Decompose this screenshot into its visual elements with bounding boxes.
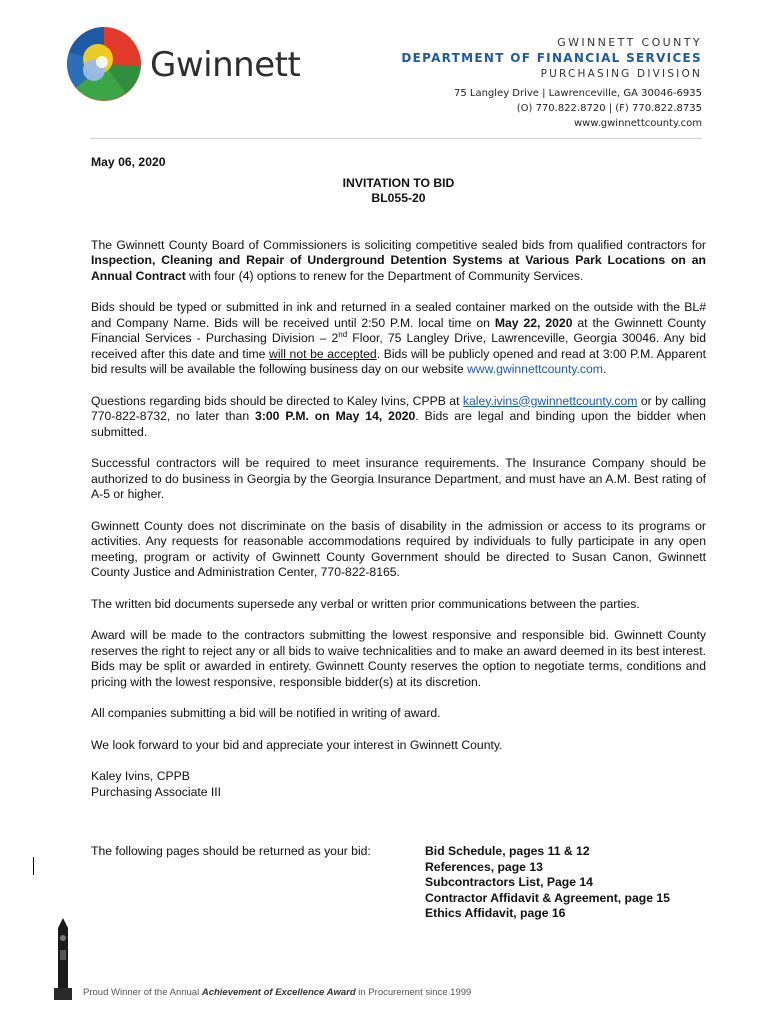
- paragraph-notify: All companies submitting a bid will be notified in writing of award.: [91, 706, 441, 720]
- paragraph-insurance: Successful contractors will be required to meet insurance requirements. The Insurance Company should be authorized to do business in Georgia by the Georgia Insurance Department, and must have an A.M. Best rating of A-5 or higher.: [91, 456, 706, 501]
- header-divider: [90, 138, 702, 139]
- email-link[interactable]: kaley.ivins@gwinnettcounty.com: [462, 393, 638, 408]
- text-span: Proud Winner of the Annual: [83, 987, 202, 998]
- paragraph-accessibility: Gwinnett County does not discriminate on the basis of disability in the admission or access to its programs or activities. Any requests for reasonable accommodations required by individuals to fully participate in any open meeting, program or activity of Gwinnett County Government should be directed to Susan Canon, Gwinnett County Justice and Administration Center, 770-822-8165.: [91, 518, 706, 579]
- award-trophy-icon: [52, 918, 74, 1000]
- list-item: Subcontractors List, Page 14: [425, 875, 593, 889]
- letter-date: May 06, 2020: [91, 155, 166, 169]
- paragraph-supersede: The written bid documents supersede any verbal or written prior communications between the parties.: [91, 596, 640, 611]
- list-item: Contractor Affidavit & Agreement, page 15: [425, 890, 670, 905]
- underlined-text: will not be accepted: [269, 346, 377, 361]
- superscript: nd: [338, 329, 348, 339]
- dept-division: PURCHASING DIVISION: [540, 68, 702, 80]
- address-street: 75 Langley Drive | Lawrenceville, GA 30046-6935: [453, 88, 702, 99]
- paragraph-closing: We look forward to your bid and appreciate your interest in Gwinnett County.: [91, 737, 503, 752]
- text-cursor: [33, 857, 34, 875]
- paragraph-submission: [91, 300, 706, 378]
- text-span: in Procurement since 1999: [355, 987, 472, 998]
- text-span: . Bids are legal and binding upon the bidder when submitted.: [91, 409, 706, 439]
- signature-title: Purchasing Associate III: [91, 784, 222, 799]
- due-date: May 22, 2020: [494, 315, 573, 330]
- logo-wordmark: Gwinnett: [150, 45, 301, 85]
- department-heading: [401, 36, 702, 80]
- dept-name: DEPARTMENT OF FINANCIAL SERVICES: [401, 51, 702, 65]
- list-item: Ethics Affidavit, page 16: [425, 906, 566, 920]
- project-title: Inspection, Cleaning and Repair of Underground Detention Systems at Various Park Locations on an Annual Contract: [91, 253, 706, 283]
- address-phone: (O) 770.822.8720 | (F) 770.822.8735: [516, 103, 702, 114]
- department-address: [454, 86, 702, 131]
- text-span: . Bids will be publicly opened and read at 3:00 P.M. Apparent bid results will be available the following business day on our website: [91, 346, 706, 376]
- returned-pages-list: [425, 844, 670, 922]
- text-span: .: [602, 362, 607, 376]
- paragraph-questions: [91, 394, 706, 441]
- list-item: References, page 13: [425, 859, 543, 874]
- text-span: with four (4) options to renew for the Department of Community Services.: [185, 268, 584, 283]
- dept-county: GWINNETT COUNTY: [557, 36, 702, 49]
- signature-name: Kaley Ivins, CPPB: [91, 769, 190, 783]
- text-span: Bids should be typed or submitted in ink and returned in a sealed container marked on the outside with the BL# and Company Name. Bids will be received until 2:50 P.M. local time on: [91, 300, 706, 330]
- address-website[interactable]: www.gwinnettcounty.com: [573, 118, 702, 129]
- award-name: Achievement of Excellence Award: [201, 987, 356, 998]
- list-item: Bid Schedule, pages 11 & 12: [425, 844, 590, 858]
- letter-title: INVITATION TO BID: [342, 175, 455, 190]
- gwinnett-logo-icon: [66, 26, 142, 102]
- text-span: or by calling 770-822-8732, no later than: [91, 393, 707, 423]
- bid-number: BL055-20: [371, 191, 426, 205]
- footer-note: [83, 987, 471, 998]
- text-span: The Gwinnett County Board of Commissioners is soliciting competitive sealed bids from qualified contractors for: [91, 237, 706, 252]
- paragraph-intro: [91, 238, 706, 285]
- text-span: at the Gwinnett County Financial Services - Purchasing Division – 2: [91, 315, 706, 345]
- question-deadline: 3:00 P.M. on May 14, 2020: [255, 409, 416, 423]
- text-span: Floor, 75 Langley Drive, Lawrenceville, Georgia 30046. Any bid received after this date and time: [91, 331, 706, 361]
- returned-pages-label: The following pages should be returned as your bid:: [91, 844, 371, 858]
- website-link[interactable]: www.gwinnettcounty.com: [467, 362, 603, 376]
- letter-body: [91, 155, 706, 800]
- text-span: Questions regarding bids should be directed to Kaley Ivins, CPPB at: [91, 393, 463, 408]
- paragraph-award: Award will be made to the contractors submitting the lowest responsive and responsible bid. Gwinnett County reserves the right to reject any or all bids to waive technicalities and to make an award deemed in its best interest. Bids may be split or awarded in entirety. Gwinnett County reserves the option to negotiate terms, conditions and pricing with the lowest responsive, responsible bidder(s) at its discretion.: [91, 628, 706, 689]
